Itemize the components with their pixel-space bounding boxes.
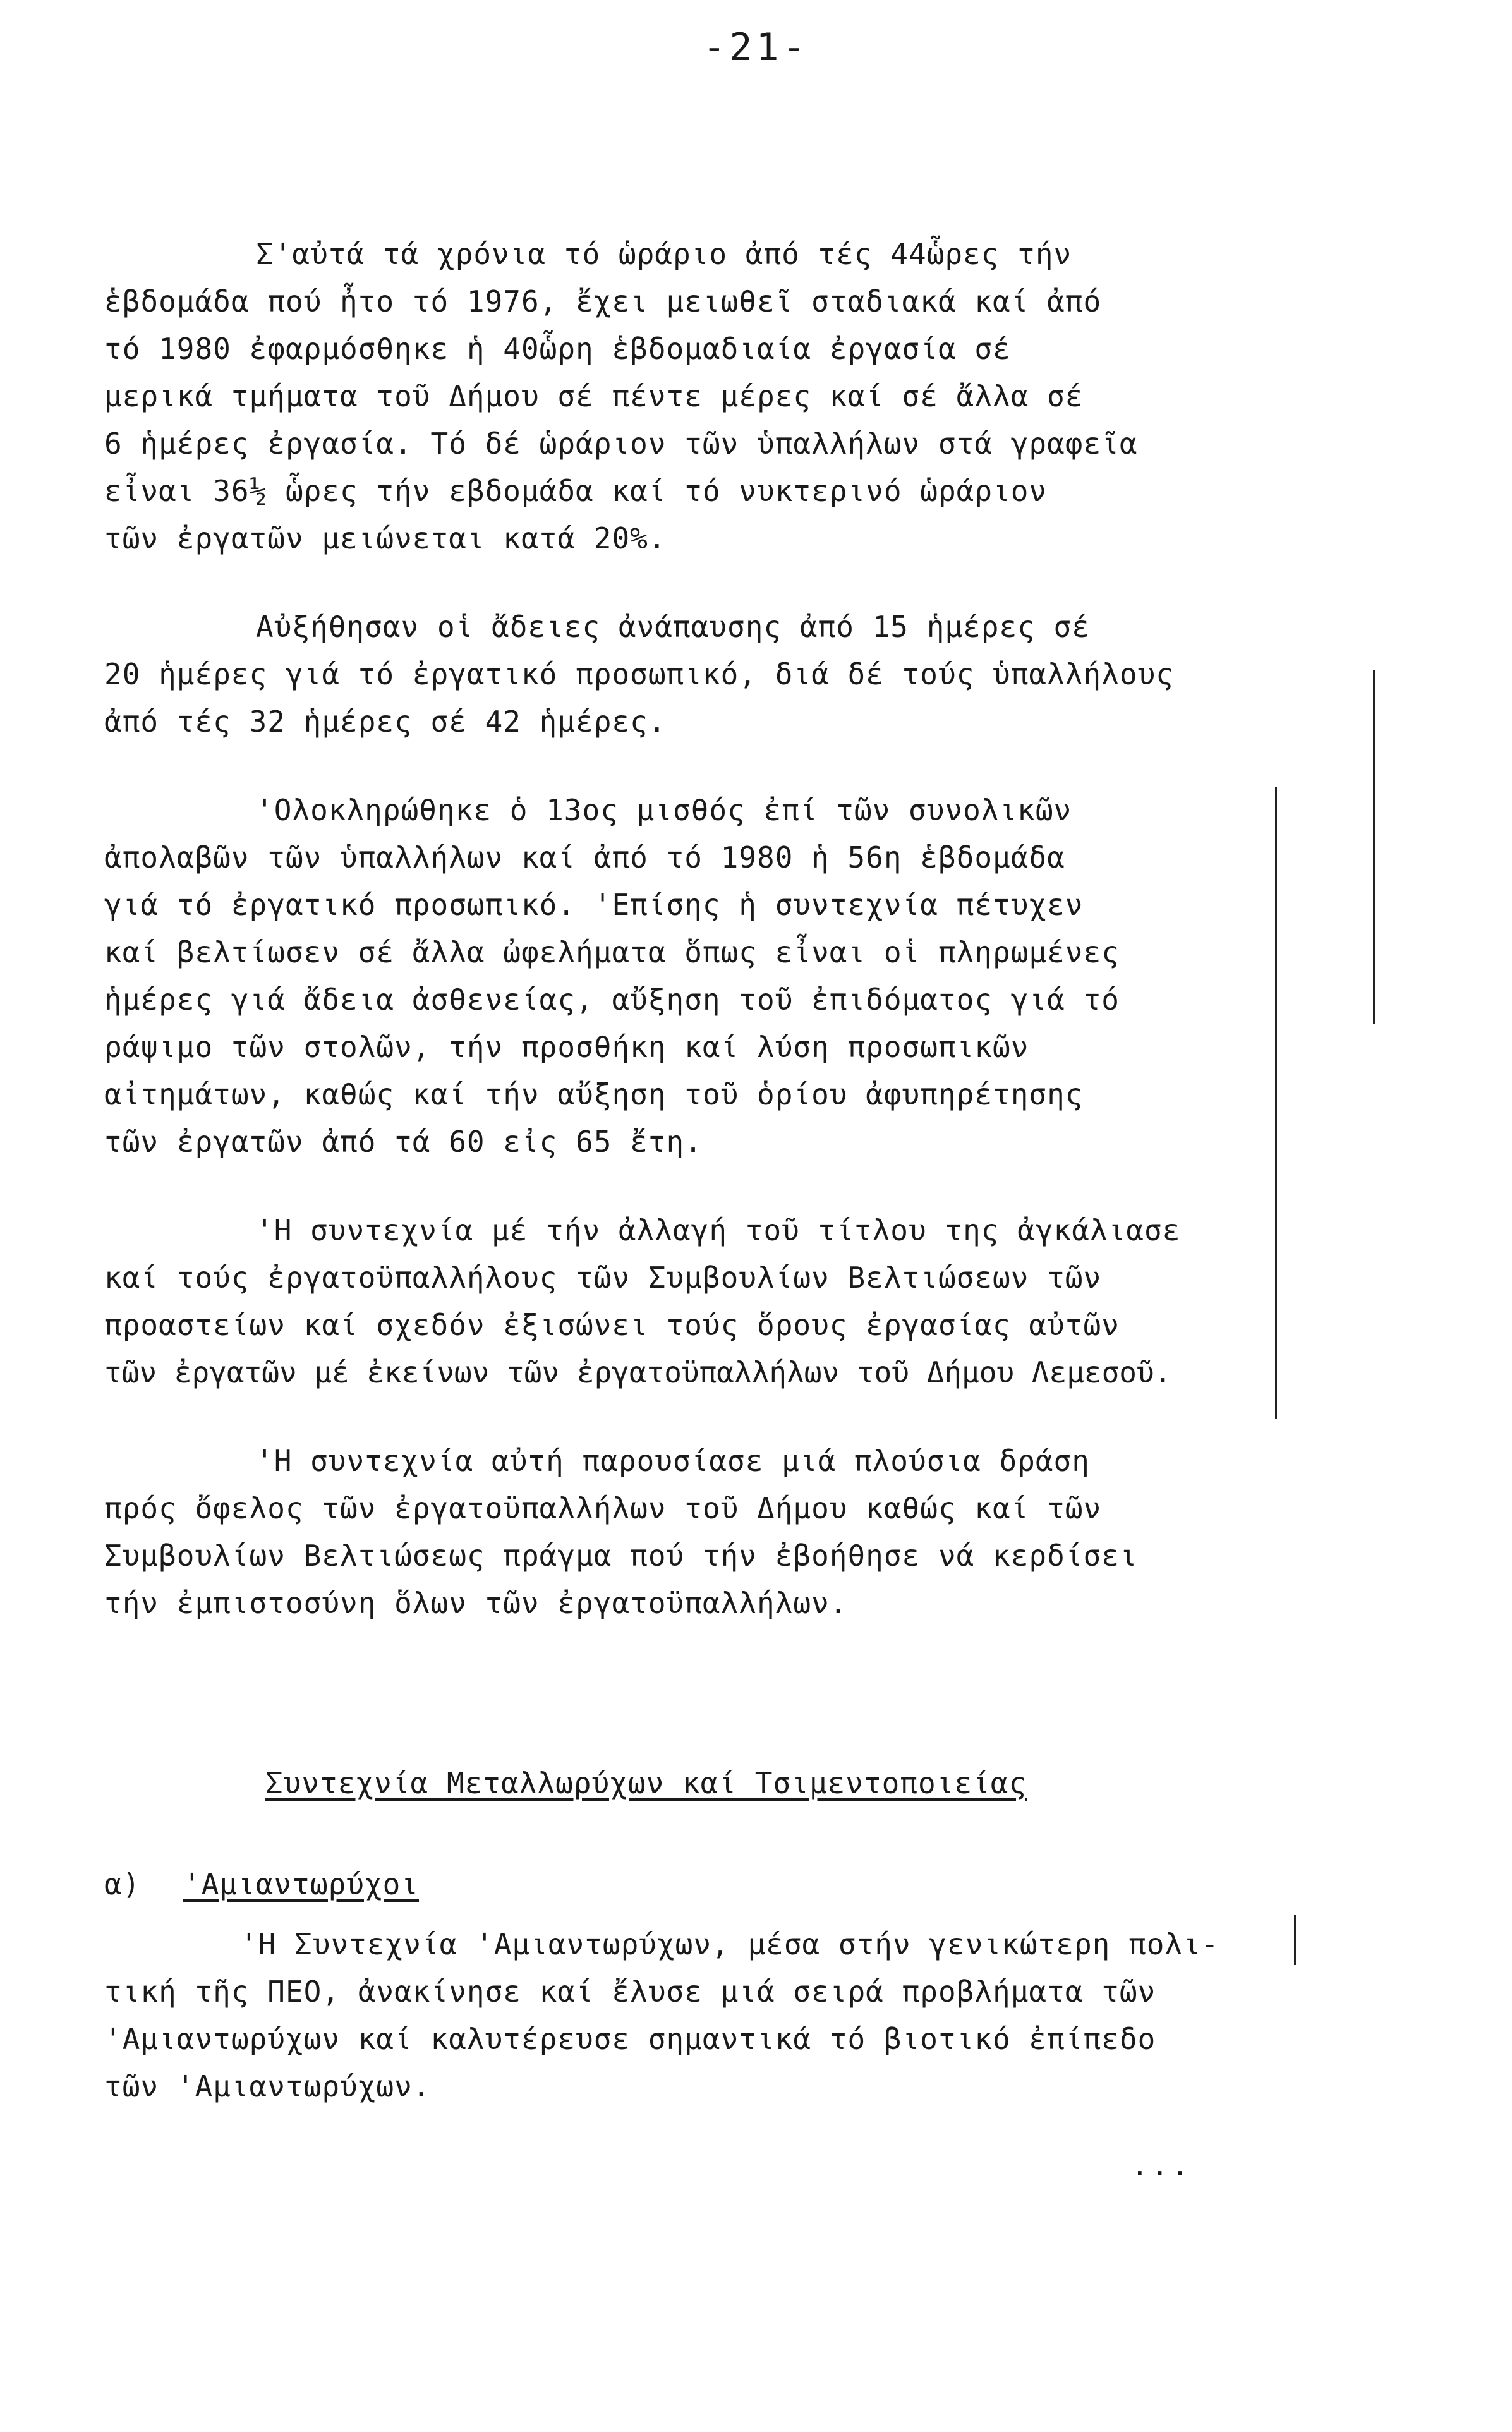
text-line: ἡμέρες γιά ἄδεια ἀσθενείας, αὔξηση τοῦ ἐπιδόματος γιά τό <box>104 983 1120 1017</box>
text-line: 'Η συντεχνία μέ τήν ἀλλαγή τοῦ τίτλου της ἀγκάλιασε <box>256 1213 1181 1247</box>
text-line: τῶν ἐργατῶν μειώνεται κατά 20%. <box>104 521 667 555</box>
margin-line <box>1275 787 1277 1419</box>
text-line: πρός ὄφελος τῶν ἐργατοϋπαλλήλων τοῦ Δήμου καθώς καί τῶν <box>104 1491 1102 1525</box>
text-line: τῶν ἐργατῶν ἀπό τά 60 εἰς 65 ἔτη. <box>104 1125 703 1159</box>
text-line: τῶν 'Αμιαντωρύχων. <box>104 2069 431 2103</box>
section-heading: Συντεχνία Μεταλλωρύχων καί Τσιμεντοποιείας <box>265 1766 1027 1800</box>
text-line: 'Ολοκληρώθηκε ὁ 13ος μισθός ἐπί τῶν συνολικῶν <box>256 793 1072 827</box>
text-line: καί βελτίωσεν σέ ἄλλα ὠφελήματα ὅπως εἶναι οἱ πληρωμένες <box>104 935 1120 969</box>
text-line: 20 ἡμέρες γιά τό ἐργατικό προσωπικό, διά δέ τούς ὑπαλλήλους <box>104 657 1174 691</box>
page-number: -21- <box>703 25 809 70</box>
margin-line <box>1294 1915 1296 1965</box>
text-line: 'Η Συντεχνία 'Αμιαντωρύχων, μέσα στήν γενικώτερη πολι- <box>240 1927 1219 1961</box>
text-line: εἶναι 36½ ὧρες τήν εβδομάδα καί τό νυκτερινό ὡράριον <box>104 474 1048 508</box>
text-line: ἀπολαβῶν τῶν ὑπαλλήλων καί ἀπό τό 1980 ἡ 56η ἑβδομάδα <box>104 840 1065 874</box>
text-line: γιά τό ἐργατικό προσωπικό. 'Επίσης ἡ συντεχνία πέτυχεν <box>104 888 1084 922</box>
text-line: ράψιμο τῶν στολῶν, τήν προσθήκη καί λύση προσωπικῶν <box>104 1030 1029 1064</box>
text-line: ἀπό τές 32 ἡμέρες σέ 42 ἡμέρες. <box>104 705 667 739</box>
text-line: Συμβουλίων Βελτιώσεως πράγμα πού τήν ἐβοήθησε νά κερδίσει <box>104 1539 1138 1573</box>
text-line: 'Αμιαντωρύχων καί καλυτέρευσε σημαντικά τό βιοτικό ἐπίπεδο <box>104 2022 1156 2056</box>
subsection-label: α) <box>104 1867 141 1901</box>
text-line: μερικά τμήματα τοῦ Δήμου σέ πέντε μέρες καί σέ ἄλλα σέ <box>104 379 1084 413</box>
text-line: καί τούς ἐργατοϋπαλλήλους τῶν Συμβουλίων Βελτιώσεων τῶν <box>104 1261 1102 1295</box>
text-line: Σ'αὐτά τά χρόνια τό ὡράριο ἀπό τές 44ὧρες τήν <box>256 237 1072 271</box>
text-line: αἰτημάτων, καθώς καί τήν αὔξηση τοῦ ὁρίου ἀφυπηρέτησης <box>104 1077 1084 1111</box>
text-line: προαστείων καί σχεδόν ἐξισώνει τούς ὅρους ἐργασίας αὐτῶν <box>104 1308 1120 1342</box>
text-line: 6 ἡμέρες ἐργασία. Τό δέ ὡράριον τῶν ὑπαλλήλων στά γραφεῖα <box>104 427 1138 461</box>
text-line: 'Η συντεχνία αὐτή παρουσίασε μιά πλούσια δράση <box>256 1444 1090 1478</box>
margin-line <box>1373 670 1375 1024</box>
trailing-dots: ... <box>1131 2148 1192 2182</box>
text-line: τήν ἐμπιστοσύνη ὅλων τῶν ἐργατοϋπαλλήλων. <box>104 1586 848 1620</box>
text-line: ἑβδομάδα πού ἦτο τό 1976, ἔχει μειωθεῖ σταδιακά καί ἀπό <box>104 284 1102 318</box>
subsection-title: 'Αμιαντωρύχοι <box>183 1867 420 1901</box>
text-line: τῶν ἐργατῶν μέ ἐκείνων τῶν ἐργατοϋπαλλήλων τοῦ Δήμου Λεμεσοῦ. <box>104 1355 1172 1389</box>
text-line: Αὐξήθησαν οἱ ἄδειες ἀνάπαυσης ἀπό 15 ἡμέρες σέ <box>256 610 1090 644</box>
text-line: τό 1980 ἐφαρμόσθηκε ἡ 40ὧρη ἑβδομαδιαία ἐργασία σέ <box>104 332 1011 366</box>
text-line: τική τῆς ΠΕΟ, ἀνακίνησε καί ἔλυσε μιά σειρά προβλήματα τῶν <box>104 1975 1156 2009</box>
